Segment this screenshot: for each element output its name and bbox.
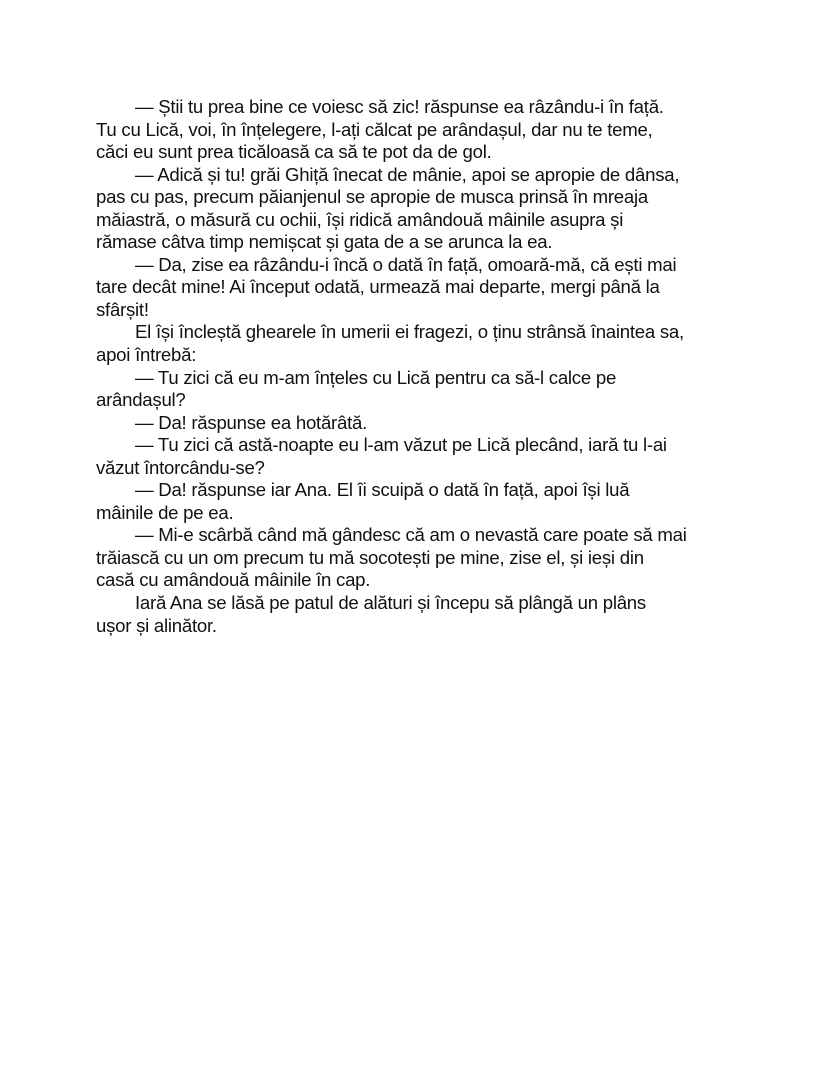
text-line: Tu cu Lică, voi, în înțelegere, l-ați călcat pe arândașul, dar nu te teme, bbox=[96, 118, 653, 140]
text-line: măiastră, o măsură cu ochii, își ridică amândouă mâinile asupra și bbox=[96, 208, 624, 230]
paragraph bbox=[96, 164, 756, 254]
paragraph bbox=[96, 96, 756, 164]
text-line: — Adică și tu! grăi Ghiță înecat de mânie, apoi se apropie de dânsa, bbox=[135, 163, 680, 185]
paragraph bbox=[96, 434, 756, 479]
text-line: — Știi tu prea bine ce voiesc să zic! răspunse ea râzându-i în față. bbox=[135, 96, 664, 117]
text-line: — Da! răspunse ea hotărâtă. bbox=[135, 411, 368, 433]
text-line: căci eu sunt prea ticăloasă ca să te pot da de gol. bbox=[96, 141, 492, 163]
text-line: sfârșit! bbox=[96, 298, 149, 320]
text-line: — Da, zise ea râzându-i încă o dată în față, omoară-mă, că ești mai bbox=[135, 253, 677, 275]
text-line: tare decât mine! Ai început odată, urmează mai departe, mergi până la bbox=[96, 276, 660, 298]
text-line: mâinile de pe ea. bbox=[96, 501, 234, 523]
paragraph bbox=[96, 254, 756, 322]
text-line: ușor și alinător. bbox=[96, 614, 217, 636]
text-line: El își încleștă ghearele în umerii ei fragezi, o ținu strânsă înaintea sa, bbox=[135, 321, 684, 343]
text-line: casă cu amândouă mâinile în cap. bbox=[96, 569, 371, 591]
paragraph bbox=[96, 592, 756, 637]
text-line: — Mi-e scârbă când mă gândesc că am o nevastă care poate să mai bbox=[135, 524, 687, 546]
text-line: trăiască cu un om precum tu mă socotești pe mine, zise el, și ieși din bbox=[96, 546, 644, 568]
paragraph bbox=[96, 412, 756, 435]
paragraph bbox=[96, 524, 756, 592]
paragraph bbox=[96, 367, 756, 412]
text-line: arândașul? bbox=[96, 389, 186, 411]
paragraph bbox=[96, 479, 756, 524]
paragraph bbox=[96, 321, 756, 366]
text-line: — Da! răspunse iar Ana. El îi scuipă o dată în față, apoi își luă bbox=[135, 479, 630, 501]
text-line: — Tu zici că astă-noapte eu l-am văzut pe Lică plecând, iară tu l-ai bbox=[135, 434, 667, 456]
text-line: Iară Ana se lăsă pe patul de alături și începu să plângă un plâns bbox=[135, 592, 646, 614]
text-line: pas cu pas, precum păianjenul se apropie de musca prinsă în mreaja bbox=[96, 186, 648, 208]
text-line: apoi întrebă: bbox=[96, 344, 197, 366]
document-page bbox=[96, 96, 756, 637]
text-line: — Tu zici că eu m-am înțeles cu Lică pentru ca să-l calce pe bbox=[135, 366, 617, 388]
text-line: rămase câtva timp nemișcat și gata de a se arunca la ea. bbox=[96, 231, 553, 253]
text-line: văzut întorcându-se? bbox=[96, 456, 265, 478]
